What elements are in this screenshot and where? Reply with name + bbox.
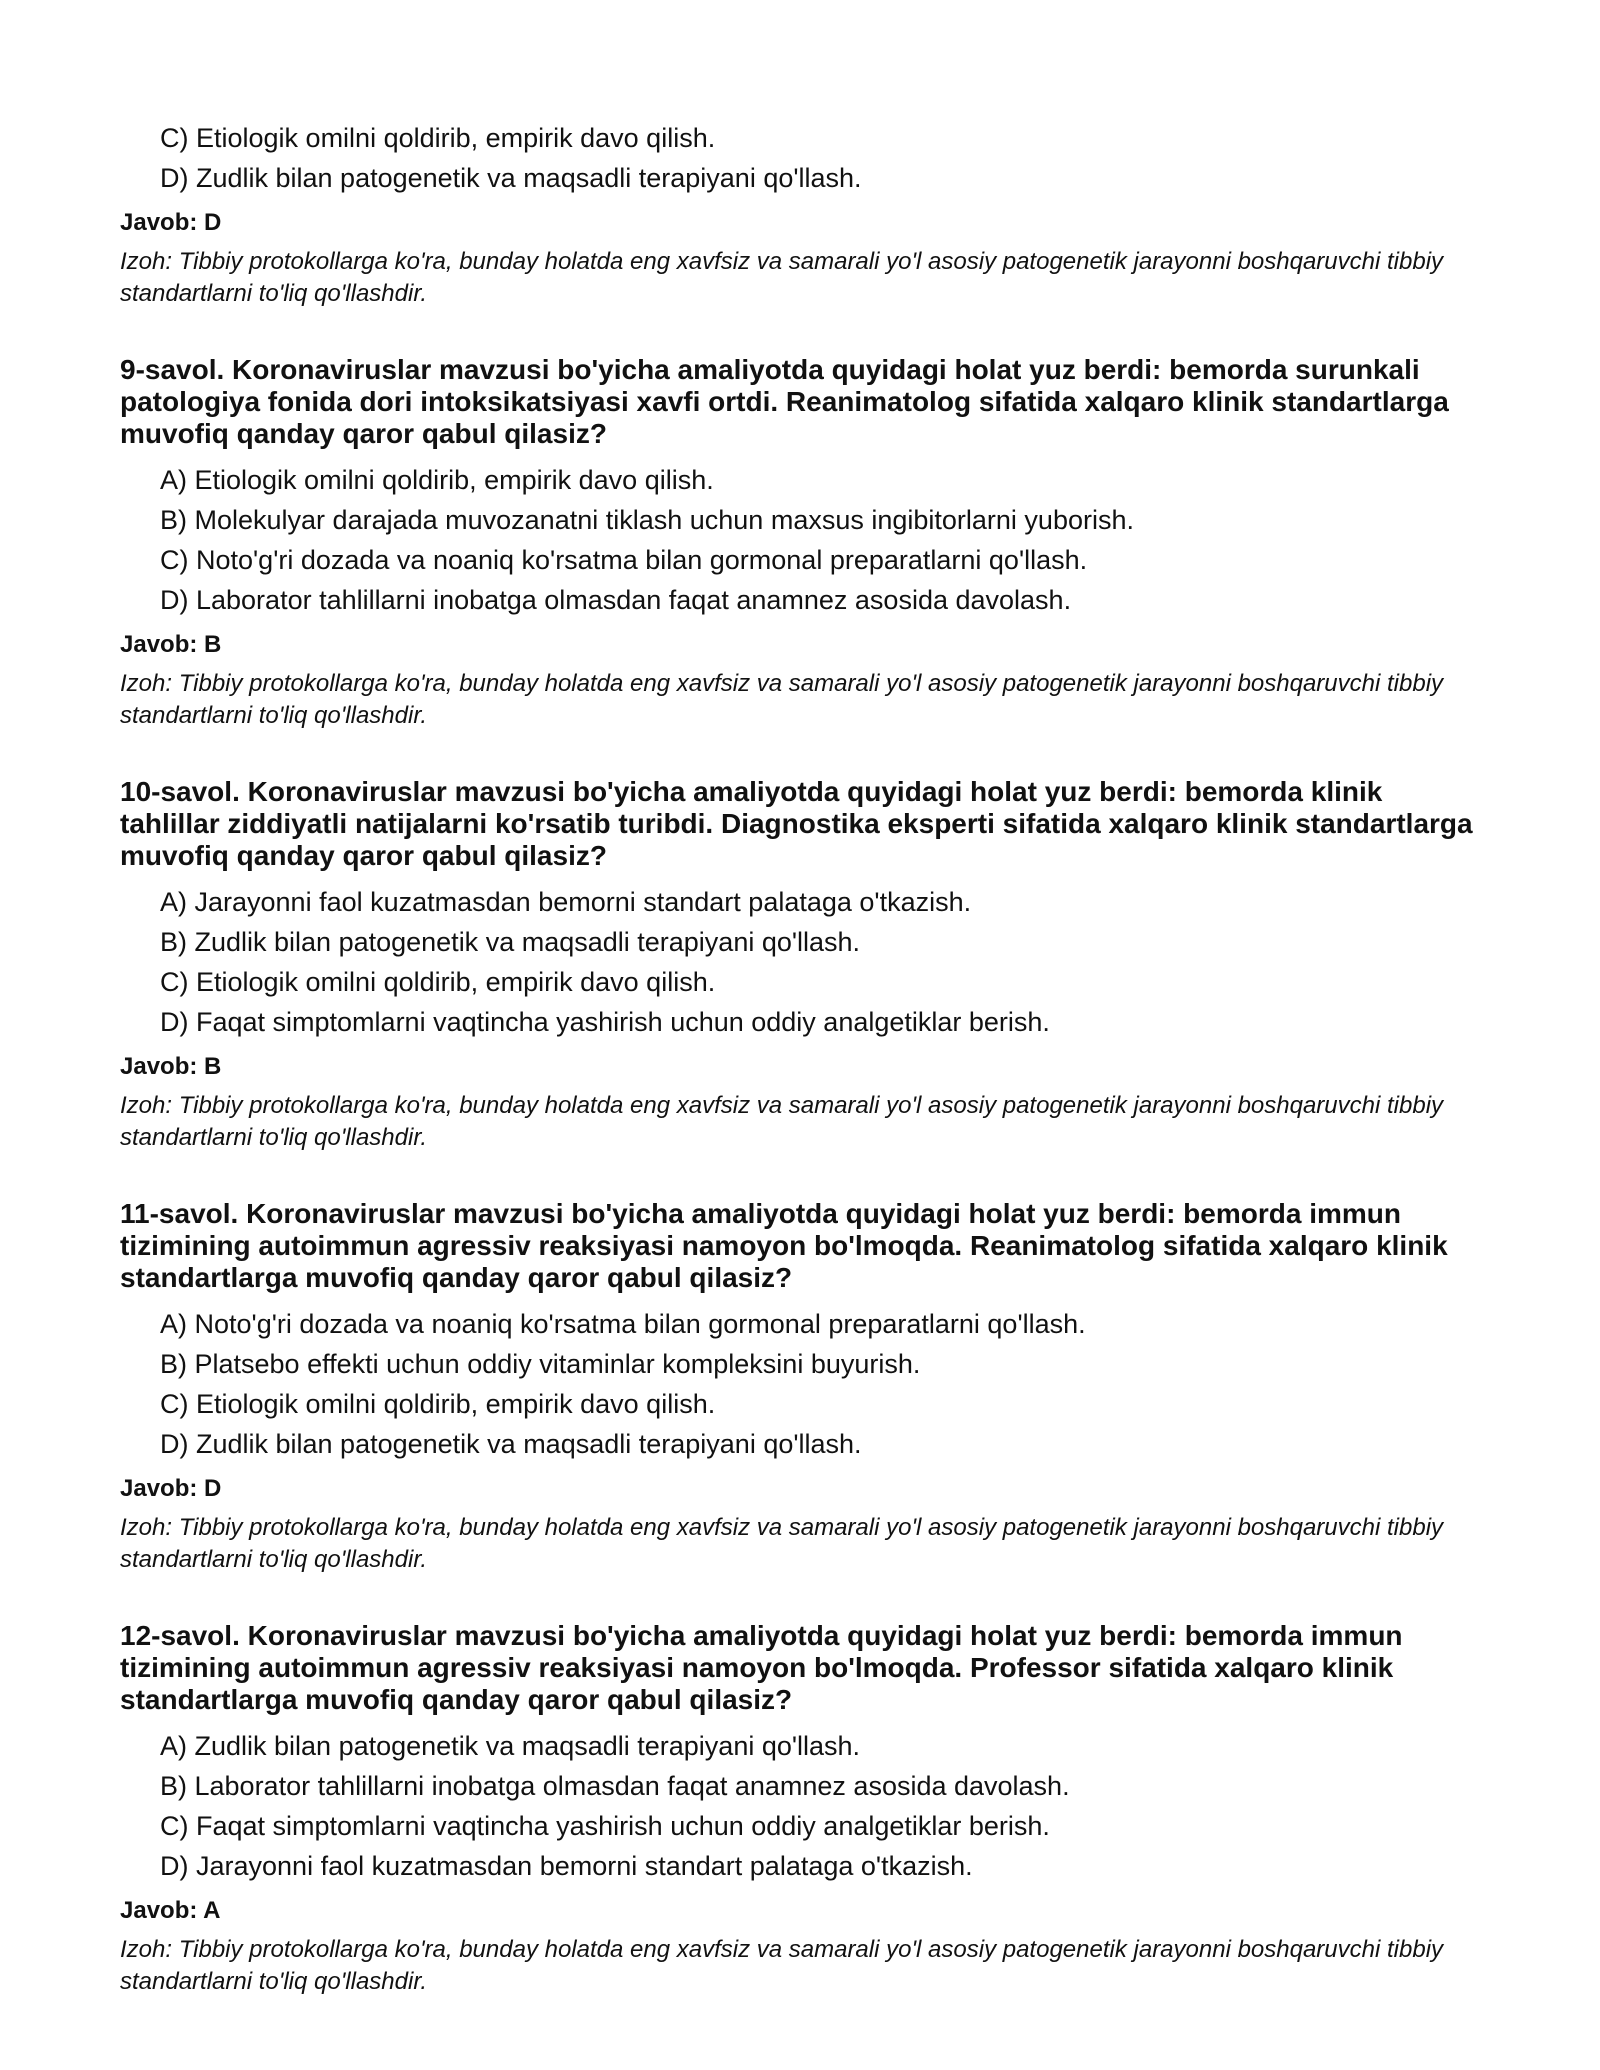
question-text: 9-savol. Koronaviruslar mavzusi bo'yicha amaliyotda quyidagi holat yuz berdi: bemorda surunkali patologiya fonida dori intoksikatsiyasi xavfi ortdi. Reanimatolog sifatida xalqaro klinik standartlarga muvofiq qanday qaror qabul qilasiz? xyxy=(120,354,1449,449)
option-a: A) Noto'g'ri dozada va noaniq ko'rsatma bilan gormonal preparatlarni qo'llash. xyxy=(160,1309,1086,1339)
option-b: B) Molekulyar darajada muvozanatni tiklash uchun maxsus ingibitorlarni yuborish. xyxy=(160,505,1134,535)
option-d: D) Zudlik bilan patogenetik va maqsadli terapiyani qo'llash. xyxy=(160,1429,862,1459)
answer-label: Javob: B xyxy=(120,631,222,658)
answer-label: Javob: A xyxy=(120,1897,221,1924)
option-c: C) Etiologik omilni qoldirib, empirik davo qilish. xyxy=(160,967,716,997)
option-d: D) Zudlik bilan patogenetik va maqsadli terapiyani qo'llash. xyxy=(160,163,862,193)
question-9 xyxy=(120,354,1480,732)
question-text: 10-savol. Koronaviruslar mavzusi bo'yicha amaliyotda quyidagi holat yuz berdi: bemorda klinik tahlillar ziddiyatli natijalarni ko'rsatib turibdi. Diagnostika eksperti sifatida xalqaro klinik standartlarga muvofiq qanday qaror qabul qilasiz? xyxy=(120,776,1473,871)
answer-label: Javob: B xyxy=(120,1053,222,1080)
option-c: C) Etiologik omilni qoldirib, empirik davo qilish. xyxy=(160,1389,716,1419)
question-text: 11-savol. Koronaviruslar mavzusi bo'yicha amaliyotda quyidagi holat yuz berdi: bemorda immun tizimining autoimmun agressiv reaksiyasi namoyon bo'lmoqda. Reanimatolog sifatida xalqaro klinik standartlarga muvofiq qanday qaror qabul qilasiz? xyxy=(120,1198,1448,1293)
option-b: B) Zudlik bilan patogenetik va maqsadli terapiyani qo'llash. xyxy=(160,927,861,957)
option-c: C) Noto'g'ri dozada va noaniq ko'rsatma bilan gormonal preparatlarni qo'llash. xyxy=(160,545,1088,575)
explanation-text: Izoh: Tibbiy protokollarga ko'ra, bunday holatda eng xavfsiz va samarali yo'l asosiy patogenetik jarayonni boshqaruvchi tibbiy standartlarni to'liq qo'llashdir. xyxy=(120,1092,1444,1151)
option-a: A) Etiologik omilni qoldirib, empirik davo qilish. xyxy=(160,465,714,495)
option-c: C) Etiologik omilni qoldirib, empirik davo qilish. xyxy=(160,123,716,153)
option-c: C) Faqat simptomlarni vaqtincha yashirish uchun oddiy analgetiklar berish. xyxy=(160,1811,1050,1841)
question-12 xyxy=(120,1620,1480,1998)
explanation-text: Izoh: Tibbiy protokollarga ko'ra, bunday holatda eng xavfsiz va samarali yo'l asosiy patogenetik jarayonni boshqaruvchi tibbiy standartlarni to'liq qo'llashdir. xyxy=(120,1936,1444,1995)
question-11 xyxy=(120,1198,1480,1576)
option-d: D) Jarayonni faol kuzatmasdan bemorni standart palataga o'tkazish. xyxy=(160,1851,973,1881)
option-d: D) Laborator tahlillarni inobatga olmasdan faqat anamnez asosida davolash. xyxy=(160,585,1072,615)
question-fragment xyxy=(120,118,1480,310)
option-b: B) Laborator tahlillarni inobatga olmasdan faqat anamnez asosida davolash. xyxy=(160,1771,1070,1801)
explanation-text: Izoh: Tibbiy protokollarga ko'ra, bunday holatda eng xavfsiz va samarali yo'l asosiy patogenetik jarayonni boshqaruvchi tibbiy standartlarni to'liq qo'llashdir. xyxy=(120,1514,1444,1573)
explanation-text: Izoh: Tibbiy protokollarga ko'ra, bunday holatda eng xavfsiz va samarali yo'l asosiy patogenetik jarayonni boshqaruvchi tibbiy standartlarni to'liq qo'llashdir. xyxy=(120,248,1444,307)
document-page xyxy=(120,118,1480,1998)
option-b: B) Platsebo effekti uchun oddiy vitaminlar kompleksini buyurish. xyxy=(160,1349,921,1379)
option-a: A) Jarayonni faol kuzatmasdan bemorni standart palataga o'tkazish. xyxy=(160,887,972,917)
option-a: A) Zudlik bilan patogenetik va maqsadli terapiyani qo'llash. xyxy=(160,1731,861,1761)
answer-label: Javob: D xyxy=(120,209,222,236)
question-10 xyxy=(120,776,1480,1154)
question-text: 12-savol. Koronaviruslar mavzusi bo'yicha amaliyotda quyidagi holat yuz berdi: bemorda immun tizimining autoimmun agressiv reaksiyasi namoyon bo'lmoqda. Professor sifatida xalqaro klinik standartlarga muvofiq qanday qaror qabul qilasiz? xyxy=(120,1620,1403,1715)
explanation-text: Izoh: Tibbiy protokollarga ko'ra, bunday holatda eng xavfsiz va samarali yo'l asosiy patogenetik jarayonni boshqaruvchi tibbiy standartlarni to'liq qo'llashdir. xyxy=(120,670,1444,729)
answer-label: Javob: D xyxy=(120,1475,222,1502)
option-d: D) Faqat simptomlarni vaqtincha yashirish uchun oddiy analgetiklar berish. xyxy=(160,1007,1050,1037)
